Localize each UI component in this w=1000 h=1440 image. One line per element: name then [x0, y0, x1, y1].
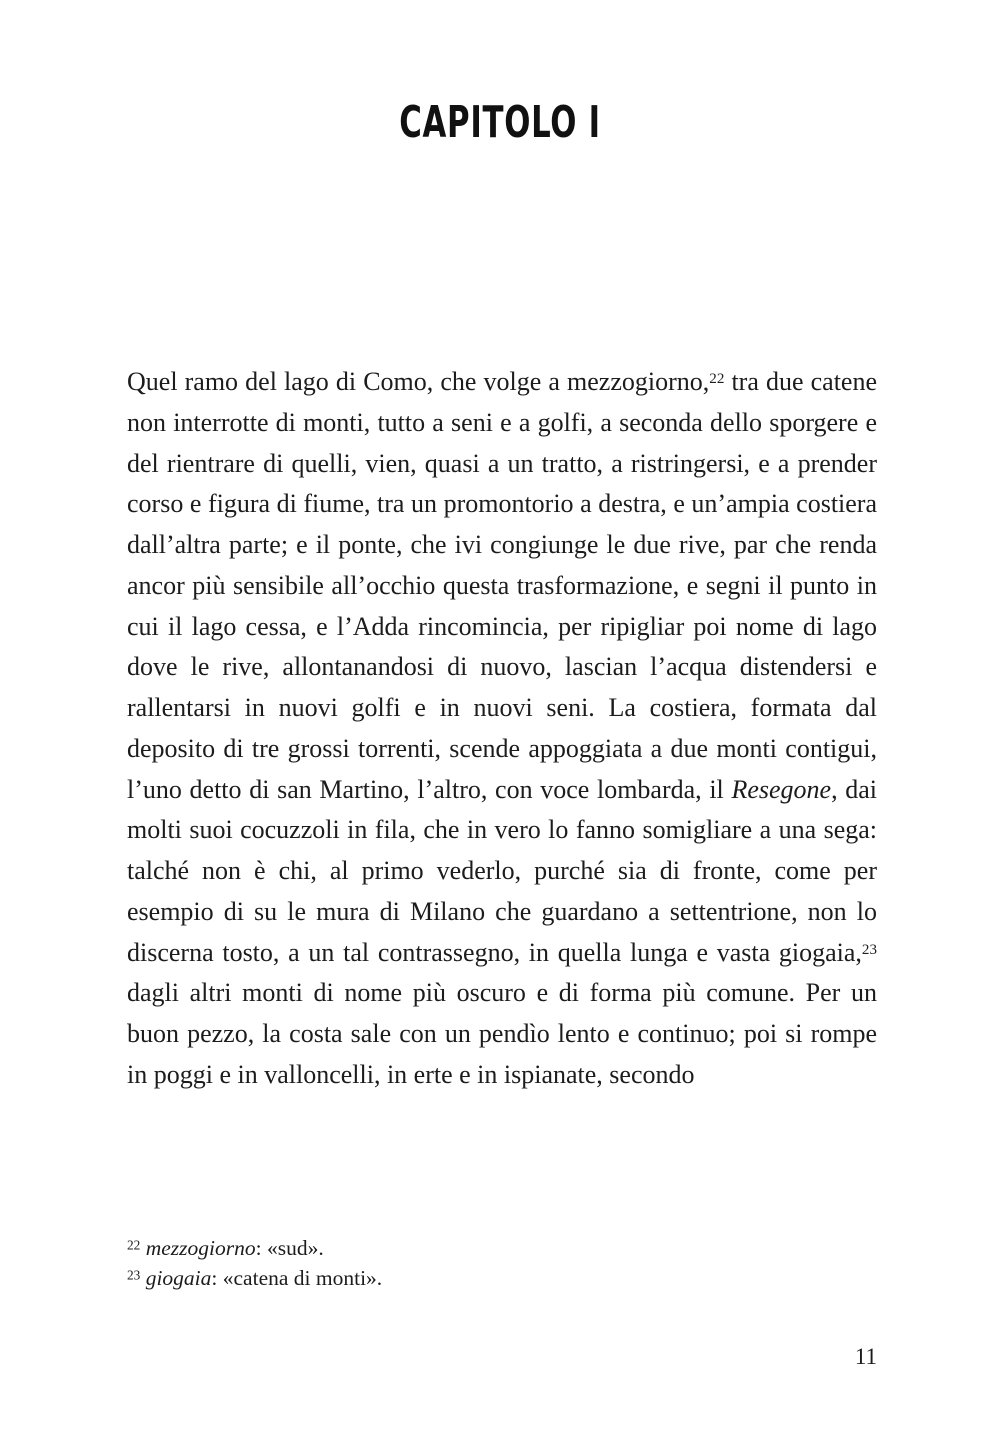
- body-paragraph: [127, 362, 877, 1096]
- footnote-ref-23: 23: [861, 941, 877, 958]
- chapter-title: CAPITOLO I: [399, 97, 601, 148]
- page-number: 11: [854, 1344, 877, 1369]
- footnotes-section: [127, 1234, 877, 1293]
- footnote-text: : «catena di monti».: [211, 1265, 383, 1290]
- footnote: [127, 1264, 877, 1294]
- body-text-segment: dagli altri monti di nome più oscuro e di forma più comune. Per un buon pezzo, la costa sale con un pendìo lento e continuo; poi si rompe in poggi e in valloncelli, in erte e in ispianate, secondo: [127, 978, 877, 1089]
- body-text-segment: Quel ramo del lago di Como, che volge a mezzogiorno,: [127, 367, 710, 396]
- footnote-term: giogaia: [145, 1265, 212, 1290]
- footnote-number: 23: [127, 1266, 141, 1282]
- body-text-italic-resegone: Resegone: [731, 774, 832, 804]
- footnote-term: mezzogiorno: [145, 1236, 256, 1260]
- footnote-text: : «sud».: [255, 1236, 324, 1260]
- body-text-segment: tra due catene non interrotte di monti, tutto a seni e a golfi, a seconda dello sporgere e del rientrare di quelli, vien, quasi a un tratto, a ristringersi, e a prender corso e figura di fiume, tra un promontorio a destra, e un’ampia costiera dall’altra parte; e il ponte, che ivi congiunge le due rive, par che renda ancor più sensibile all’occhio questa trasformazione, e segni il punto in cui il lago cessa, e l’Adda rincomincia, per ripigliar poi nome di lago dove le rive, allontanandosi di nuovo, lascian l’acqua distendersi e rallentarsi in nuovi golfi e in nuovi seni. La costiera, formata dal deposito di tre grossi torrenti, scende appoggiata a due monti contigui, l’uno detto di san Martino, l’altro, con voce lombarda, il: [127, 367, 877, 804]
- footnote: [127, 1234, 877, 1264]
- footnote-number: 22: [127, 1237, 141, 1253]
- footnote-ref-22: 22: [709, 371, 725, 388]
- body-text-segment: , dai molti suoi cocuzzoli in fila, che in vero lo fanno somigliare a una sega: talché non è chi, al primo vederlo, purché sia di fronte, come per esempio di su le mura di Milano che guardano a settentrione, non lo discerna tosto, a un tal contrassegno, in quella lunga e vasta giogaia,: [127, 774, 878, 967]
